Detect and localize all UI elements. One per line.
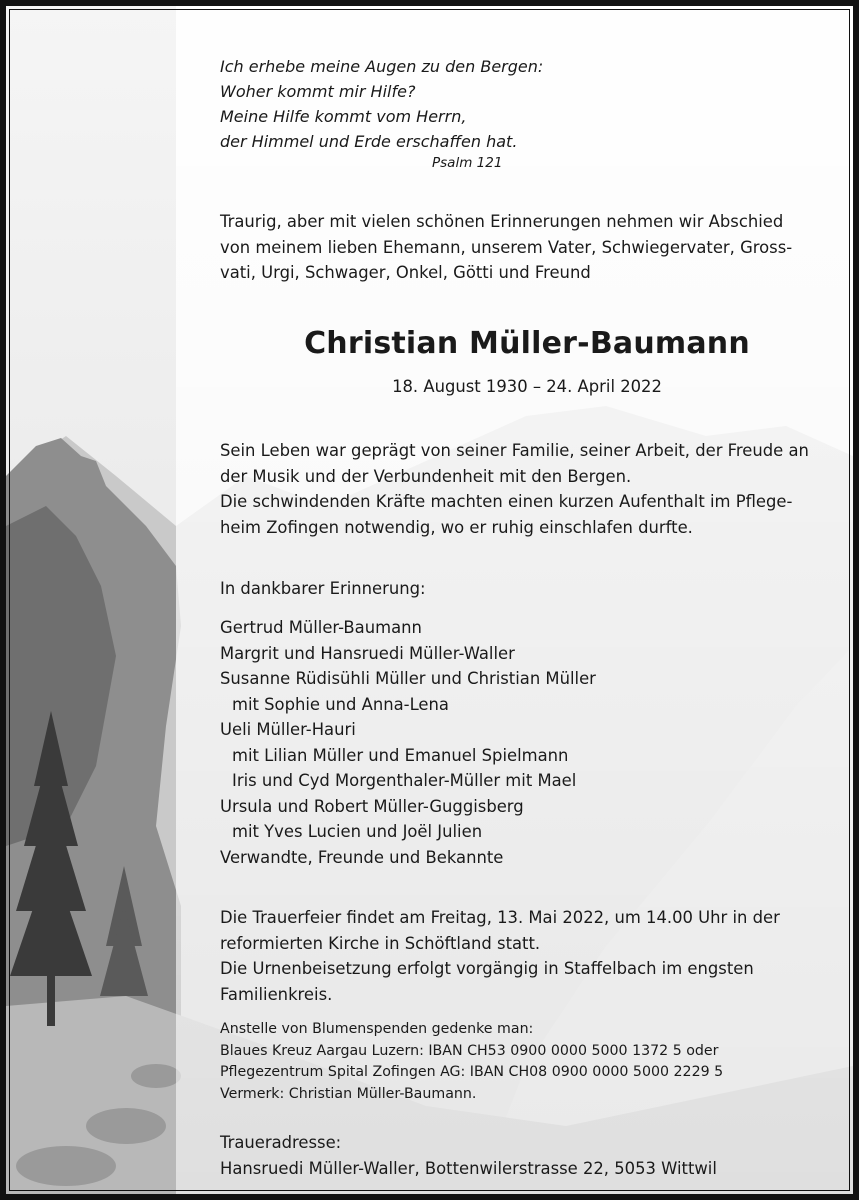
- text-line: Blaues Kreuz Aargau Luzern: IBAN CH53 0900 0000 5000 1372 5 oder: [220, 1042, 719, 1059]
- text-line: heim Zofingen notwendig, wo er ruhig einschlafen durfte.: [220, 517, 693, 537]
- verse-line: Woher kommt mir Hilfe?: [220, 82, 416, 101]
- text-line: reformierten Kirche in Schöftland statt.: [220, 933, 541, 953]
- list-item: Gertrud Müller-Baumann: [220, 618, 422, 637]
- funeral-info: [220, 905, 780, 1007]
- verse-line: der Himmel und Erde erschaffen hat.: [220, 132, 518, 151]
- verse-line: Ich erhebe meine Augen zu den Bergen:: [220, 57, 544, 76]
- list-item: Susanne Rüdisühli Müller und Christian Müller: [220, 669, 596, 688]
- text-line: von meinem lieben Ehemann, unserem Vater, Schwiegervater, Gross-: [220, 237, 793, 257]
- deceased-name: Christian Müller-Baumann: [304, 326, 750, 361]
- mourners-list: [220, 615, 596, 870]
- text-line: Die Urnenbeisetzung erfolgt vorgängig in Staffelbach im engsten: [220, 959, 754, 978]
- text-line: Die schwindenden Kräfte machten einen kurzen Aufenthalt im Pflege-: [220, 492, 793, 511]
- text-line: Pflegezentrum Spital Zofingen AG: IBAN CH08 0900 0000 5000 2229 5: [220, 1064, 724, 1080]
- text-line: vati, Urgi, Schwager, Onkel, Götti und Freund: [220, 263, 591, 282]
- address-value: Hansruedi Müller-Waller, Bottenwilerstrasse 22, 5053 Wittwil: [220, 1158, 717, 1178]
- text-line: Sein Leben war geprägt von seiner Familie, seiner Arbeit, der Freude an: [220, 441, 809, 460]
- psalm-verse: [220, 54, 543, 154]
- verse-source: Psalm 121: [432, 155, 503, 171]
- donation-info: [220, 1019, 723, 1105]
- life-description: [220, 438, 809, 540]
- life-dates: 18. August 1930 – 24. April 2022: [392, 377, 662, 396]
- list-item: mit Lilian Müller und Emanuel Spielmann: [232, 745, 569, 765]
- text-line: der Musik und der Verbundenheit mit den Bergen.: [220, 466, 632, 486]
- intro-text: [220, 209, 792, 286]
- mourning-address: [220, 1130, 717, 1181]
- list-item: Margrit und Hansruedi Müller-Waller: [220, 643, 515, 663]
- text-line: Die Trauerfeier findet am Freitag, 13. Mai 2022, um 14.00 Uhr in der: [220, 908, 780, 927]
- list-item: Verwandte, Freunde und Bekannte: [220, 847, 504, 867]
- text-line: Familienkreis.: [220, 984, 333, 1004]
- text-line: Traurig, aber mit vielen schönen Erinnerungen nehmen wir Abschied: [220, 212, 784, 231]
- list-item: Ueli Müller-Hauri: [220, 720, 356, 739]
- verse-line: Meine Hilfe kommt vom Herrn,: [220, 107, 467, 126]
- text-line: Anstelle von Blumenspenden gedenke man:: [220, 1021, 534, 1037]
- list-item: Iris und Cyd Morgenthaler-Müller mit Mael: [232, 771, 577, 790]
- text-line: Vermerk: Christian Müller-Baumann.: [220, 1085, 477, 1102]
- address-label: Traueradresse:: [220, 1133, 342, 1152]
- list-item: Ursula und Robert Müller-Guggisberg: [220, 796, 524, 816]
- mourners-heading: In dankbarer Erinnerung:: [220, 579, 426, 598]
- list-item: mit Sophie und Anna-Lena: [232, 694, 449, 714]
- list-item: mit Yves Lucien und Joël Julien: [232, 822, 483, 841]
